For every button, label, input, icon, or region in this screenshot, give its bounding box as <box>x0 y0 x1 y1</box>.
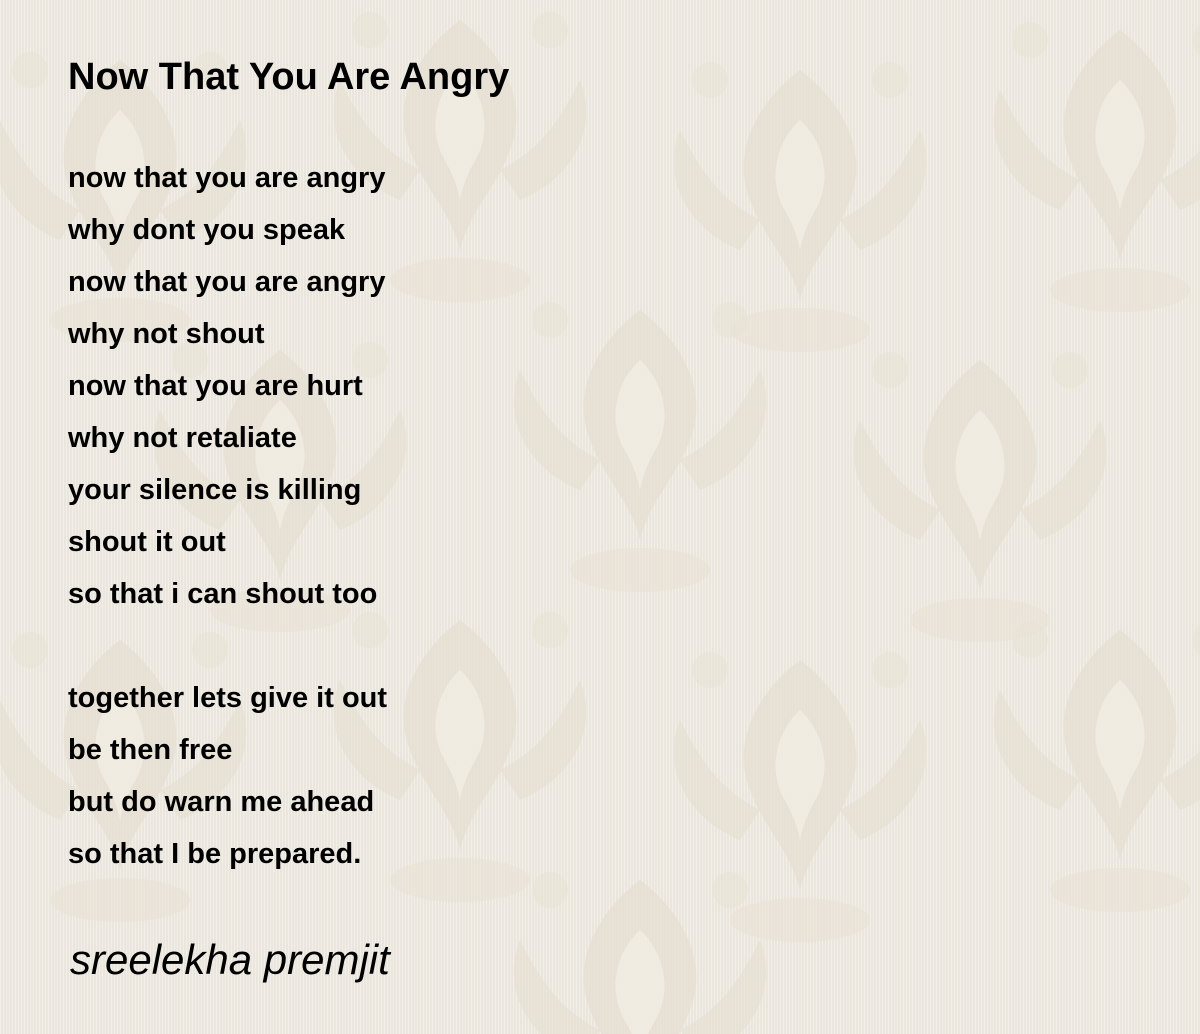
poem-author: sreelekha premjit <box>70 936 390 983</box>
poem-line: now that you are angry <box>68 266 386 298</box>
poem-line: together lets give it out <box>68 682 388 714</box>
poem-line: now that you are hurt <box>68 370 363 402</box>
poem-line: but do warn me ahead <box>68 786 375 818</box>
poem-stanza-1 <box>68 152 1068 620</box>
poem-line: shout it out <box>68 526 226 558</box>
poem-container <box>68 40 1068 880</box>
poem-line: why dont you speak <box>68 214 346 246</box>
poem-title: Now That You Are Angry <box>68 56 510 98</box>
poem-line: why not retaliate <box>68 422 297 454</box>
poem-line: why not shout <box>68 318 265 350</box>
poem-stanza-2 <box>68 672 1068 880</box>
poem-line: now that you are angry <box>68 162 386 194</box>
poem-line: your silence is killing <box>68 474 362 506</box>
poem-line: so that I be prepared. <box>68 838 362 870</box>
poem-body <box>68 152 1068 880</box>
poem-line: so that i can shout too <box>68 578 378 610</box>
poem-line: be then free <box>68 734 233 766</box>
